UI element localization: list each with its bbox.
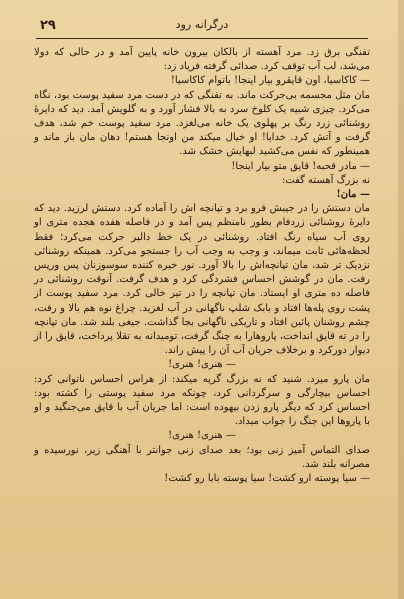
paragraph: — مان! [336,189,370,201]
paragraph: مان دستش را در جیبش فرو برد و تپانچه اش را آماده کرد. دستش لرزید. دید که دایرهٔ روشنائی زردفام بطور نامنظم پس آمد و در فاصله هفده هجده متری او روی آب سیاه رنگ افتاد. روشنائی در یک خط دالبر حرکت می‌کرد؛ فقط لحظه‌هائی ثابت میماند، و وجب به وجب آب را جستجو می‌کرد. همینکه روشنائی نزدیک تر شد، مان تپانچه‌اش را بالا آورد. نور خیره کننده سوسوزنان پس ورپس رفت. مان در گوشش احساس فشردگی کرد و هدف گرفت. آنوقت روشنائی در فاصله ده متری او ایستاد. مان تپانچه را در تیر خالی کرد. مرد سفید پوست از پشت روی پله‌ها افتاد و بابک شلپ ناگهانی در آب لغزید. چراغ نوه هم بالا و رفت، چشم روشنان پائین افتاد و تاریکی ناگهانی‌ بجا گذاشت. جیغی بلند شد. مان تپانچه را در ته قایق انداخت، پاروهارا به چنگ گرفت، تومیدانه به تقلا پرداخت، قایق را از دیوار دورکرد و برخلاف جریان آب آن را پیش راند. [34,203,371,357]
paragraph: — سیا پوسته ارو کشت! سیا پوسته بابا رو کشت! [164,473,370,485]
paragraph: — هنری! هنری! [168,430,236,442]
page-header [36,14,368,42]
header-rule [36,38,368,39]
paragraph: تفنگی برق زد. مرد آهسته از بالکان بیرون خانه پایین آمد و در حالی که دولا می‌شد، لب آب توقف کرد. صدائی گرفته فریاد زد: [34,47,370,73]
body-text [34,46,370,583]
paragraph: نه بزرگ آهسته گفت: [281,174,370,186]
running-title: درگرانه رود [175,18,229,31]
paragraph: — مادر قحبه! قایق متو بیار اینجا! [231,160,370,172]
paragraph: — هنری! هنری! [168,359,236,371]
paragraph: مان پارو میزد. شنید که نه بزرگ گریه میکند: از هراس احساس ناتوانی کرد: احساس بیچارگی و سرگردانی کرد، چونکه مرد سفید پوستی را کشته بود: احساس کرد که دیگر پارو زدن بیهوده است: اما جریان آب با قایق می‌جنگید و او با پاروها این جنگ را جواب میداد. [34,373,370,428]
paragraph: مان مثل مجسمه بی‌حرکت ماند. به تفنگی که در دست مرد سفید پوست بود، نگاه می‌کرد. چیزی شبیه یک کلوخ سرد به بالا فشار آورد و به گلویش آمد. دید که دایرهٔ روشنائی زرد رنگ بر پهلوی یک خانه می‌لغزد. مرد سفید پوست خم شد، هدف گرفت و آتش کرد. خدایا! او خیال میکند من اونجا هستم! دهان مان باز ماند و همینطور که نفس می‌کشید لبهایش خشک شد. [34,89,370,158]
page-number: ۲۹ [40,18,56,33]
paragraph: صدای التماس آمیز زنی بود؛ بعد صدای زنی جوانتر با آهنگی زیر، نورسیده و مصرانه بلند شد. [34,444,370,470]
paragraph: — کاکاسیا، اون قایقرو بیار اینجا! باتوام کاکاسیا! [170,75,370,87]
